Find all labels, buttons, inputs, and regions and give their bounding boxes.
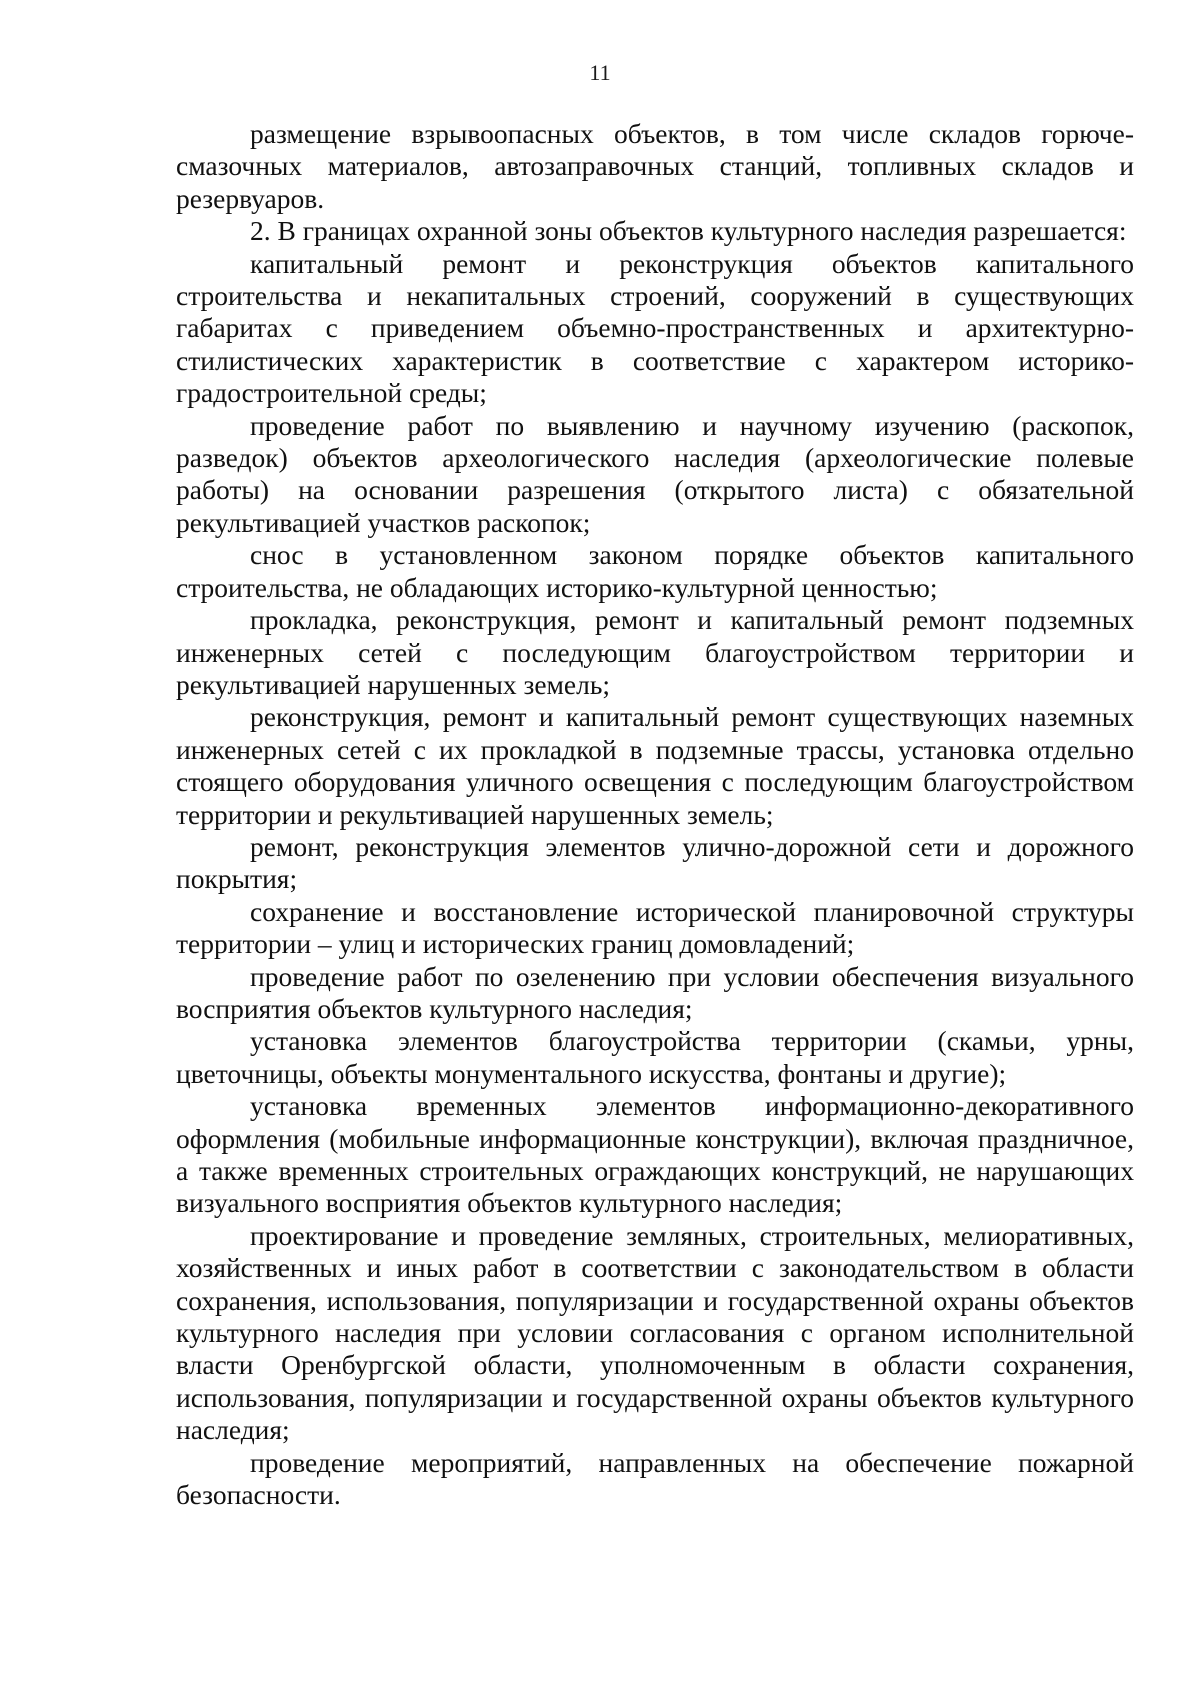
paragraph-demolition: снос в установленном законом порядке объектов капитального строительства, не обладающих историко-культурной ценностью; xyxy=(176,539,1134,603)
document-body xyxy=(176,118,1134,1511)
paragraph-earthworks: проектирование и проведение земляных, строительных, мелиоративных, хозяйственных и иных работ в соответствии с законодательством в области сохранения, использования, популяризации и государственной охраны объектов культурного наследия при условии согласования с органом исполнительной власти Оренбургской области, уполномоченным в области сохранения, использования, популяризации и государственной охраны объектов культурного наследия; xyxy=(176,1219,1134,1446)
paragraph-road-network: ремонт, реконструкция элементов улично-дорожной сети и дорожного покрытия; xyxy=(176,830,1134,895)
paragraph-archaeology: проведение работ по выявлению и научному изучению (раскопок, разведок) объектов археологического наследия (археологические полевые работы) на основании разрешения (открытого листа) с обязательной рекультивацией участков раскопок; xyxy=(176,409,1134,538)
page-number: 11 xyxy=(589,60,611,85)
paragraph-improvement-elements: установка элементов благоустройства территории (скамьи, урны, цветочницы, объекты монументального искусства, фонтаны и другие); xyxy=(176,1025,1134,1089)
paragraph-fire-safety: проведение мероприятий, направленных на обеспечение пожарной безопасности. xyxy=(176,1446,1134,1511)
paragraph-planning-structure: сохранение и восстановление исторической планировочной структуры территории – улиц и исторических границ домовладений; xyxy=(176,895,1134,960)
paragraph-ground-networks: реконструкция, ремонт и капитальный ремонт существующих наземных инженерных сетей с их прокладкой в подземные трассы, установка отдельно стоящего оборудования уличного освещения с последующим благоустройством территории и рекультивацией нарушенных земель; xyxy=(176,701,1134,830)
paragraph-landscaping: проведение работ по озеленению при условии обеспечения визуального восприятия объектов культурного наследия; xyxy=(176,960,1134,1024)
paragraph-underground-networks: прокладка, реконструкция, ремонт и капитальный ремонт подземных инженерных сетей с последующим благоустройством территории и рекультивацией нарушенных земель; xyxy=(176,604,1134,700)
paragraph-capital-repair: капитальный ремонт и реконструкция объектов капитального строительства и некапитальных строений, сооружений в существующих габаритах с приведением объемно-пространственных и архитектурно-стилистических характеристик в соответствие с характером историко-градостроительной среды; xyxy=(176,247,1134,409)
paragraph-explosive-objects: размещение взрывоопасных объектов, в том числе складов горюче-смазочных материалов, автозаправочных станций, топливных складов и резервуаров. xyxy=(176,118,1134,214)
paragraph-temporary-decor: установка временных элементов информационно-декоративного оформления (мобильные информационные конструкции), включая праздничное, а также временных строительных ограждающих конструкций, не нарушающих визуального восприятия объектов культурного наследия; xyxy=(176,1090,1134,1219)
paragraph-section-2-heading: 2. В границах охранной зоны объектов культурного наследия разрешается: xyxy=(250,215,1127,247)
